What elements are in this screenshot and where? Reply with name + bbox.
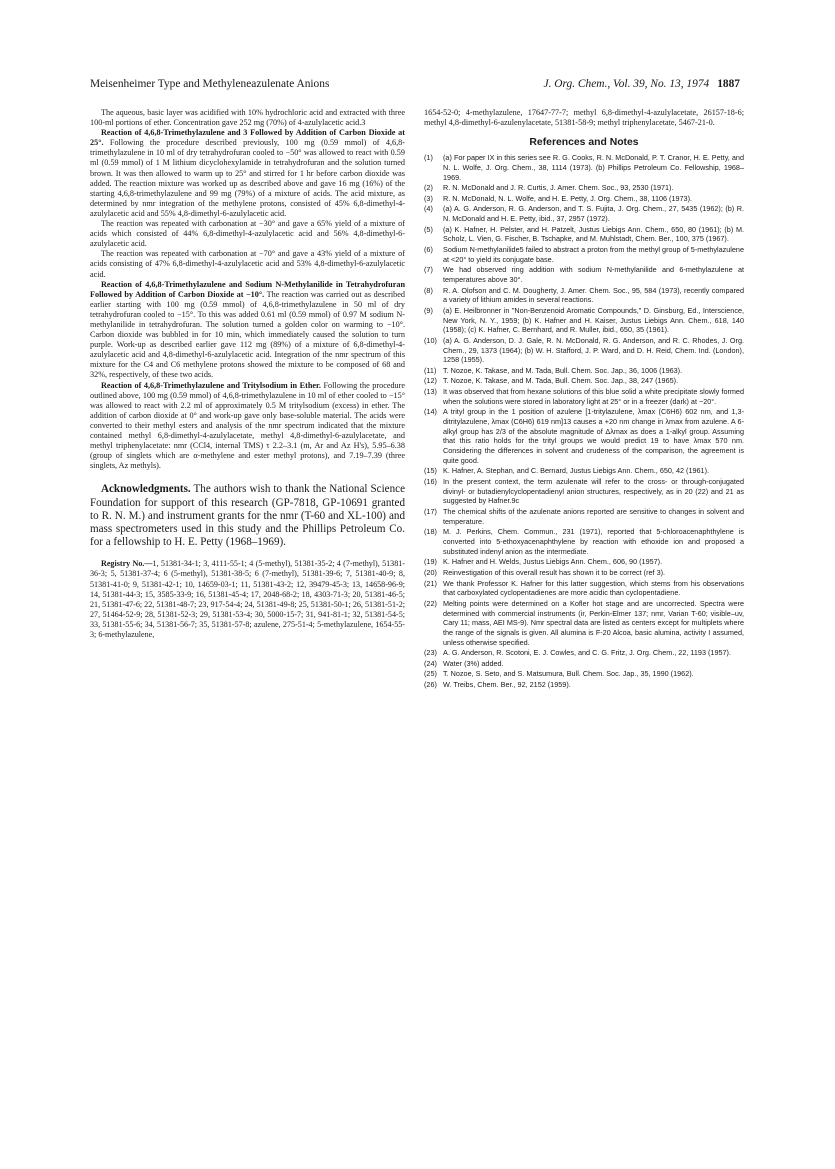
- paragraph-reaction-sodium: [90, 280, 405, 381]
- paragraph-heading: Reaction of 4,6,8-Trimethylazulene and 3 Followed by Addition of Carbon Dioxide at 25°.: [90, 128, 405, 148]
- reference-text: R. A. Olofson and C. M. Dougherty, J. Amer. Chem. Soc., 95, 584 (1973), recently compared a variety of lithium amides in several reactions.: [443, 285, 744, 305]
- reference-item: [424, 507, 744, 526]
- reference-number: (9): [424, 305, 433, 315]
- reference-item: [424, 366, 744, 376]
- reference-item: [424, 648, 744, 658]
- left-column: [90, 108, 405, 640]
- paragraph-body: Following the procedure outlined above, 100 mg (0.59 mmol) of 4,6,8-trimethylazulene in 10 ml of ether cooled to −15° was allowed to react with 2.2 ml of approximately 0.5 M tritylsodium (excess) in ether. The addition of carbon dioxide at 0° and work-up gave only base-soluble material. The acids were converted to their methyl esters and analysis of the nmr spectrum indicated that the mixture contained methyl 6,8-dimethyl-4-azulylacetate, methyl 4,8-dimethyl-6-azulylacetate, and methyl triphenylacetate: nmr (CCl4, internal TMS) τ 2.2–3.1 (m, Ar and Az H's), 5.95–6.38 (group of singlets which are α-methylene and ester methyl protons), and 7.19–7.39 (three singlets, Az methyls).: [90, 380, 406, 471]
- journal-name: J. Org. Chem., Vol. 39, No. 13, 1974: [543, 78, 710, 90]
- reference-number: (18): [424, 527, 437, 537]
- reference-item: [424, 376, 744, 386]
- reference-number: (26): [424, 680, 437, 690]
- reference-item: [424, 579, 744, 598]
- reference-number: (10): [424, 335, 437, 345]
- reference-text: A. G. Anderson, R. Scotoni, E. J. Cowles, and C. G. Fritz, J. Org. Chem., 22, 1193 (1957).: [443, 648, 731, 658]
- reference-item: [424, 225, 744, 244]
- paragraph-reaction-lithium: [90, 128, 405, 219]
- reference-item: [424, 527, 744, 556]
- reference-number: (15): [424, 466, 437, 476]
- reference-text: R. N. McDonald, N. L. Wolfe, and H. E. Petty, J. Org. Chem., 38, 1106 (1973).: [443, 193, 693, 203]
- paragraph-reaction-tritylsodium: [90, 381, 405, 472]
- reference-item: [424, 387, 744, 406]
- reference-item: [424, 407, 744, 465]
- reference-text: (a) A. G. Anderson, D. J. Gale, R. N. McDonald, R. G. Anderson, and R. C. Rhodes, J. Org. Chem., 29, 1373 (1964); (b) W. H. Stafford, J. P. Ward, and D. H. Reid, Chem. Ind. (London), 1258 (1955).: [443, 335, 744, 365]
- reference-number: (17): [424, 507, 437, 517]
- reference-number: (11): [424, 365, 437, 375]
- reference-number: (23): [424, 648, 437, 658]
- reference-text: K. Hafner and H. Welds, Justus Liebigs Ann. Chem., 606, 90 (1957).: [443, 557, 663, 567]
- reference-number: (20): [424, 567, 437, 577]
- reference-text: Water (3%) added.: [443, 658, 504, 668]
- reference-text: (a) E. Heilbronner in "Non-Benzenoid Aromatic Compounds," D. Ginsburg, Ed., Interscience, New York, N. Y., 1959; (b) K. Hafner and H. Kaiser, Justus Liebigs Ann. Chem., 618, 140 (1958); (c) K. Hafner, C. Bernhard, and R. Muller, ibid., 650, 35 (1961).: [443, 305, 744, 335]
- reference-number: (19): [424, 557, 437, 567]
- reference-item: [424, 336, 744, 365]
- journal-citation: [544, 78, 740, 90]
- reference-text: We had observed ring addition with sodium N-methylanilide and 6-methylazulene at temperatures above 30°.: [443, 265, 744, 284]
- reference-text: It was observed that from hexane solutions of this blue solid a white precipitate slowly formed when the solutions were stored in laboratory light at 25° or in a freezer (dark) at −20°.: [443, 387, 744, 406]
- registry-numbers-continued: 1654-52-0; 4-methylazulene, 17647-77-7; methyl 6,8-dimethyl-4-azulylacetate, 26157-18-6; methyl 4,8-dimethyl-6-azulenylacetate, 51381-58-9; methyl triphenylacetate, 5467-21-0.: [424, 108, 744, 128]
- registry-body: 1, 51381-34-1; 3, 4111-55-1; 4 (5-methyl), 51381-35-2; 4 (7-methyl), 51381-36-3; 5, 51381-37-4; 6 (5-methyl), 51381-38-5; 6 (7-methyl), 51381-39-6; 7, 51381-40-9; 8, 51381-41-0; 9, 51381-42-1; 10, 14659-03-1; 11, 51381-43-2; 12, 39479-45-3; 13, 14658-96-9; 14, 51381-44-3; 15, 3585-33-9; 16, 51381-45-4; 17, 2048-68-2; 18, 4303-71-3; 20, 51381-46-5; 21, 51381-47-6; 22, 51381-48-7; 23, 917-54-4; 24, 51381-49-8; 25, 51381-50-1; 26, 51381-51-2; 27, 51464-52-9; 28, 51381-52-3; 29, 51381-53-4; 30, 5000-15-7; 31, 941-81-1; 32, 51381-54-5; 33, 51381-55-6; 34, 51381-56-7; 35, 51381-57-8; azulene, 275-51-4; 5-methylazulene, 1654-55-3; 6-methylazulene,: [90, 559, 406, 640]
- right-column: [424, 108, 744, 691]
- reference-number: (14): [424, 407, 437, 417]
- reference-text: In the present context, the term azulenate will refer to the cross- or through-conjugated divinyl- or butadienylcyclopentadienyl anion structures, respectively, as in 20 (22) and 21 as suggested by Hafner.9c: [443, 477, 744, 506]
- reference-number: (12): [424, 376, 437, 386]
- reference-item: [424, 669, 744, 679]
- reference-item: [424, 477, 744, 506]
- running-header: [90, 78, 740, 96]
- reference-number: (1): [424, 153, 433, 163]
- reference-text: M. J. Perkins, Chem. Commun., 231 (1971), reported that 5-chloroacenaphthylene is converted into 5-ethoxyacenaphthylene by reaction with ethoxide ion and proposed a substituted indenyl anion as the intermediate.: [443, 527, 744, 556]
- reference-item: [424, 557, 744, 567]
- reference-item: [424, 204, 744, 223]
- page-number: 1887: [717, 78, 740, 90]
- reference-number: (22): [424, 598, 437, 608]
- reference-text: (a) A. G. Anderson, R. G. Anderson, and T. S. Fujita, J. Org. Chem., 27, 5435 (1962); (b) R. N. McDonald and H. E. Petty, ibid., 37, 2957 (1972).: [443, 204, 744, 224]
- reference-number: (24): [424, 658, 437, 668]
- registry-heading: Registry No.—: [101, 559, 153, 569]
- reference-number: (6): [424, 244, 433, 254]
- acknowledgments-body: The authors wish to thank the National Science Foundation for support of this research (GP-7818, GP-10691 granted to R. N. M.) and instrument grants for the nmr (T-60 and XL-100) and mass spectrometers used in this study and the Phillips Petroleum Co. for a fellowship to H. E. Petty (1968–1969).: [90, 483, 405, 549]
- reference-item: [424, 466, 744, 476]
- reference-number: (16): [424, 477, 437, 487]
- reference-item: [424, 265, 744, 284]
- references-heading: References and Notes: [529, 137, 639, 149]
- acknowledgments-heading: Acknowledgments.: [101, 483, 191, 496]
- reference-text: A trityl group in the 1 position of azulene [1-tritylazulene, λmax (C6H6) 602 nm, and 1,3-ditritylazulene, λmax (C6H6) 619 nm]13 causes a +20 nm change in λmax from azulene. A 6-alkyl group has 2/3 of the absolute magnitude of Δλmax as does a 1-alkyl group. Assuming that this ratio holds for the trityl groups we would predict 19 to have λmax 570 nm. Considering the differences in solvent and crudeness of the comparison, the agreement is quite good.: [443, 407, 744, 465]
- reference-item: [424, 599, 744, 648]
- reference-number: (4): [424, 204, 433, 214]
- paragraph-repeat-minus70: The reaction was repeated with carbonation at −70° and gave a 43% yield of a mixture of acids consisting of 47% 6,8-dimethyl-4-azulylacetic acid and 53% 4,8-dimethyl-6-azulylacetic acid.: [90, 249, 405, 279]
- paragraph-repeat-minus30: The reaction was repeated with carbonation at −30° and gave a 65% yield of a mixture of acids which consisted of 44% 6,8-dimethyl-4-azulylacetic acid and 56% 4,8-dimethyl-6-azulylacetic acid.: [90, 219, 405, 249]
- reference-text: W. Treibs, Chem. Ber., 92, 2152 (1959).: [443, 680, 571, 690]
- reference-item: [424, 680, 744, 690]
- reference-text: T. Nozoe, K. Takase, and M. Tada, Bull. Chem. Soc. Jap., 38, 247 (1965).: [443, 376, 679, 386]
- reference-text: T. Nozoe, S. Seto, and S. Matsumura, Bull. Chem. Soc. Jap., 35, 1990 (1962).: [443, 669, 694, 679]
- reference-item: [424, 245, 744, 264]
- reference-item: [424, 286, 744, 305]
- paragraph-body: Following the procedure described previously, 100 mg (0.59 mmol) of 4,6,8-trimethylazulene in 10 ml of dry tetrahydrofuran cooled to −50° was allowed to react with 0.59 ml (0.59 mmol) of 1 M lithium dicyclohexylamide in tetrahydrofuran and the solution turned brown. It was then allowed to warm up to 25° and stirred for 1 hr before carbon dioxide was added. The reaction mixture was worked up as described above and gave 16 mg (16%) of the starting 4,6,8-trimethylazulene and 99 mg (79%) of a mixture of acids. The acid mixture, as determined by nmr integration of the methylene protons, consisted of 45% 6,8-dimethyl-4-azulylacetic acid and 55% 4,8-dimethyl-6-azulylacetic acid.: [90, 138, 405, 218]
- reference-text: Sodium N-methylanilide5 failed to abstract a proton from the methyl group of 5-methylazulene at <20° to yield its conjugate base.: [443, 244, 744, 264]
- reference-text: We thank Professor K. Hafner for this latter suggestion, which stems from his observations that carboxylated cyclopentadienes are more acidic than cyclopentadiene.: [443, 578, 744, 598]
- reference-text: T. Nozoe, K. Takase, and M. Tada, Bull. Chem. Soc. Jap., 36, 1006 (1963).: [443, 365, 683, 375]
- reference-number: (7): [424, 265, 433, 275]
- acknowledgments: [90, 483, 405, 549]
- reference-number: (2): [424, 183, 433, 193]
- paragraph-heading: Reaction of 4,6,8-Trimethylazulene and Tritylsodium in Ether.: [101, 380, 321, 390]
- reference-item: [424, 194, 744, 204]
- paragraph-heading: Reaction of 4,6,8-Trimethylazulene and Sodium N-Methylanilide in Tetrahydrofuran Followed by Addition of Carbon Dioxide at −10°.: [90, 279, 405, 299]
- reference-number: (13): [424, 387, 437, 397]
- reference-number: (25): [424, 669, 437, 679]
- reference-item: [424, 306, 744, 335]
- references-list: [424, 153, 744, 690]
- reference-item: [424, 153, 744, 182]
- reference-text: R. N. McDonald and J. R. Curtis, J. Amer. Chem. Soc., 93, 2530 (1971).: [443, 183, 674, 193]
- reference-item: [424, 568, 744, 578]
- reference-number: (8): [424, 285, 433, 295]
- reference-text: K. Hafner, A. Stephan, and C. Bernard, Justus Liebigs Ann. Chem., 650, 42 (1961).: [443, 466, 709, 476]
- reference-item: [424, 659, 744, 669]
- reference-text: (a) For paper IX in this series see R. G. Cooks, R. N. McDonald, P. T. Cranor, H. E. Petty, and N. L. Wolfe, J. Org. Chem., 38, 1114 (1973). (b) Phillips Petroleum Co. Fellowship, 1968–1969.: [443, 153, 744, 182]
- reference-number: (5): [424, 224, 433, 234]
- reference-text: (a) K. Hafner, H. Pelster, and H. Patzelt, Justus Liebigs Ann. Chem., 650, 80 (1961); (b) M. Scholz, L. Vien, G. Fischer, B. Tschapke, and M. Muhlstadt, Chem. Ber., 100, 375 (1967).: [443, 224, 744, 244]
- reference-text: Reinvestigation of this overall result has shown it to be correct (ref 3).: [443, 567, 666, 577]
- reference-number: (21): [424, 578, 437, 588]
- registry-numbers: [90, 559, 405, 640]
- reference-item: [424, 183, 744, 193]
- reference-text: The chemical shifts of the azulenate anions reported are sensitive to changes in solvent and temperature.: [443, 507, 744, 526]
- reference-text: Melting points were determined on a Kofler hot stage and are uncorrected. Spectra were determined with commercial instruments (ir, Perkin-Elmer 137; nmr, Varian T-60; visible–uv, Cary 11; mass, AEI MS-9). Nmr spectral data are listed as centers except for multiplets where the range of the signals is given. All alumina is F-20 Alcoa, basic alumina, activity I assumed, unless otherwise specified.: [443, 598, 744, 647]
- paragraph-body: The reaction was carried out as described earlier starting with 100 mg (0.59 mmol) of 4,6,8-trimethylazulene in 50 ml of dry tetrahydrofuran cooled to −15°. To this was added 0.61 ml (0.59 mmol) of 0.97 M sodium N-methylanilide in tetrahydrofuran. The solution turned a golden color on warming to −10°. Carbon dioxide was bubbled in for 10 min, which immediately caused the solution to turn purple. Work-up as described earlier gave 112 mg (89%) of a mixture of 6,8-dimethyl-4-azulylacetic acid and 4,8-dimethyl-6-azulylacetic acid. Integration of the nmr spectrum of this mixture for the C4 and C6 methylene protons showed the mixture to be composed of 68 and 32%, respectively, of these two acids.: [90, 289, 405, 380]
- running-title: Meisenheimer Type and Methyleneazulenate Anions: [90, 78, 330, 90]
- paragraph-acidification: The aqueous, basic layer was acidified with 10% hydrochloric acid and extracted with three 100-ml portions of ether. Concentration gave 252 mg (70%) of 4-azulylacetic acid.3: [90, 108, 405, 128]
- reference-number: (3): [424, 193, 433, 203]
